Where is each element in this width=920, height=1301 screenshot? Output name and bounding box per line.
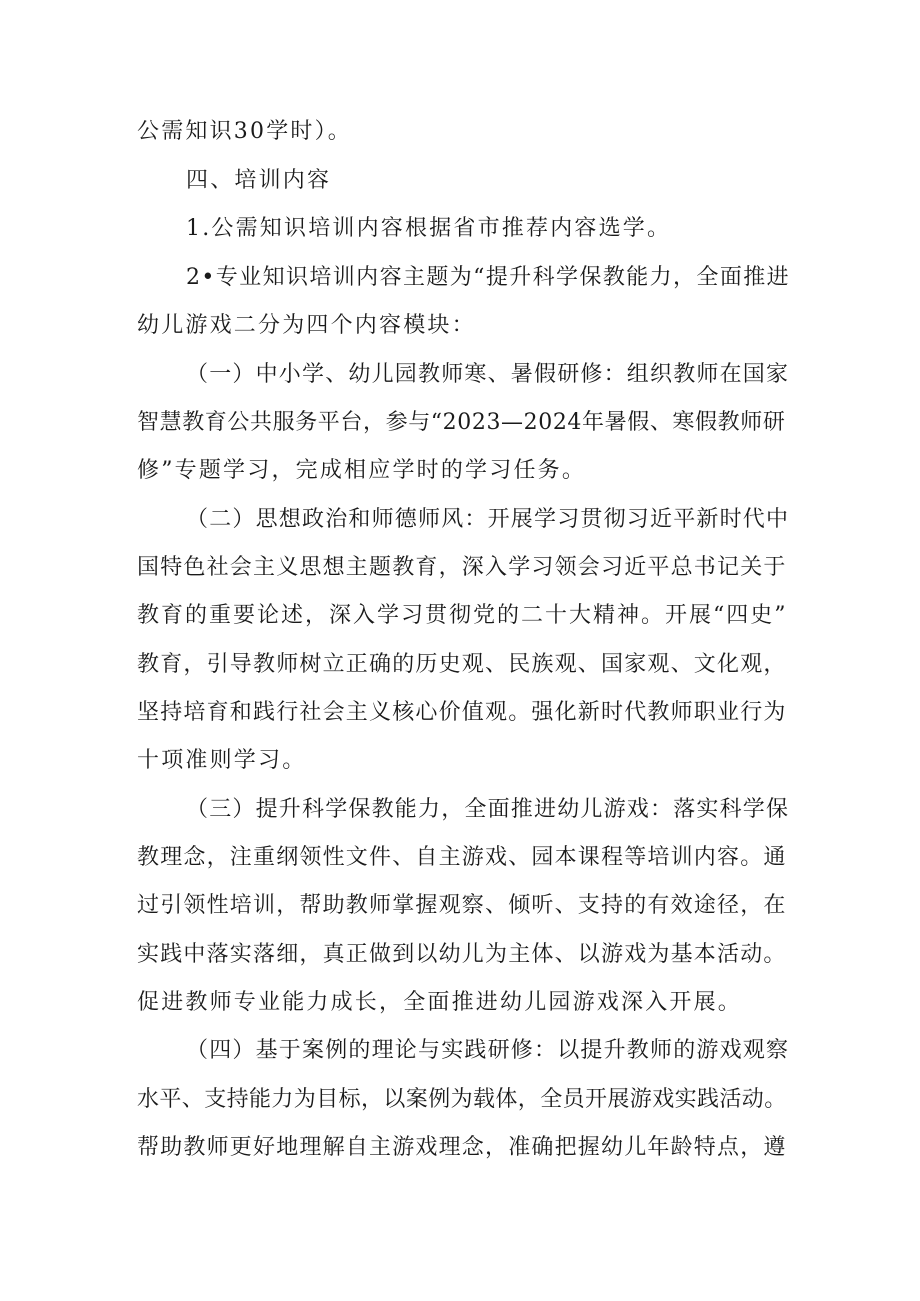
text-line: 教理念，注重纲领性文件、自主游戏、园本课程等培训内容。通: [137, 845, 787, 870]
text-line: 幼儿游戏二分为四个内容模块：: [137, 313, 476, 338]
text-line: （三）提升科学保教能力，全面推进幼儿游戏：落实科学保: [186, 797, 790, 822]
text-line: 帮助教师更好地理解自主游戏理念，准确把握幼儿年龄特点，遵: [137, 1135, 787, 1160]
text-line: 2•专业知识培训内容主题为“提升科学保教能力，全面推进: [186, 265, 791, 290]
text-line: 智慧教育公共服务平台，参与“2023—2024年暑假、寒假教师研: [137, 410, 786, 435]
text-line: 促进教师专业能力成长，全面推进幼儿园游戏深入开展。: [137, 990, 743, 1015]
text-line: 教育的重要论述，深入学习贯彻党的二十大精神。开展“四史”: [137, 603, 788, 628]
text-line: 1.公需知识培训内容根据省市推荐内容选学。: [186, 216, 672, 241]
text-line: 教育，引导教师树立正确的历史观、民族观、国家观、文化观，: [137, 652, 787, 677]
text-line: （二）思想政治和师德师风：开展学习贯彻习近平新时代中: [186, 507, 790, 532]
section-heading: 四、培训内容: [186, 168, 332, 193]
text-line: 实践中落实落细，真正做到以幼儿为主体、以游戏为基本活动。: [137, 942, 787, 967]
text-line: 国特色社会主义思想主题教育，深入学习领会习近平总书记关于: [137, 555, 787, 580]
text-line: 过引领性培训，帮助教师掌握观察、倾听、支持的有效途径，在: [137, 893, 787, 918]
text-line: 十项准则学习。: [137, 748, 307, 773]
text-line: 坚持培育和践行社会主义核心价值观。强化新时代教师职业行为: [137, 700, 787, 725]
text-line: 水平、支持能力为目标，以案例为载体，全员开展游戏实践活动。: [137, 1087, 787, 1112]
text-line: 公需知识30学时）。: [137, 119, 352, 144]
text-line: （一）中小学、幼儿园教师寒、暑假研修：组织教师在国家: [186, 362, 790, 387]
text-line: （四）基于案例的理论与实践研修：以提升教师的游戏观察: [186, 1038, 790, 1063]
text-line: 修”专题学习，完成相应学时的学习任务。: [137, 458, 587, 483]
